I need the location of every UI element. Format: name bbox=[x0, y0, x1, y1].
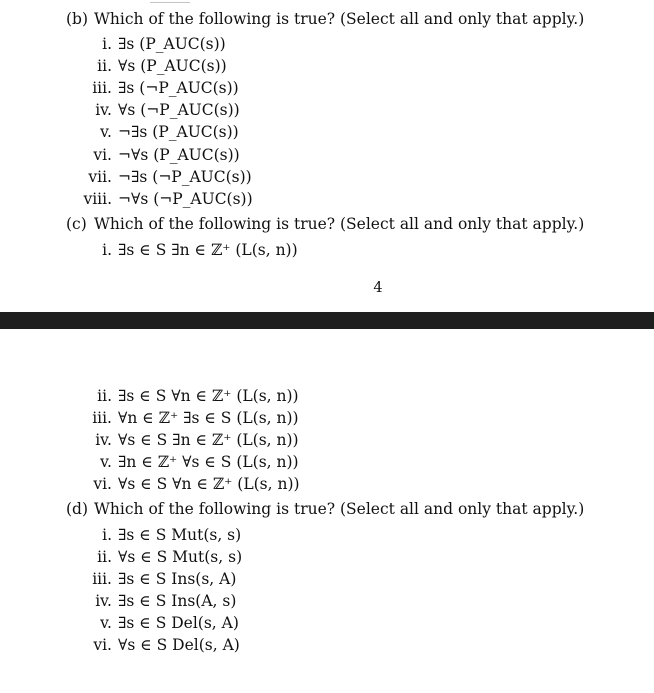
option-expression: ∀s ∈ S Del(s, A) bbox=[118, 636, 240, 654]
option-expression: ∃s ∈ S Mut(s, s) bbox=[118, 526, 242, 544]
question-b-text: Which of the following is true? (Select all and only that apply.) bbox=[94, 10, 585, 28]
option-number: i. bbox=[102, 241, 112, 259]
option-b-3 bbox=[72, 78, 239, 98]
option-number: vi. bbox=[93, 475, 112, 493]
question-d-text: Which of the following is true? (Select all and only that apply.) bbox=[94, 500, 585, 518]
option-number: iv. bbox=[95, 592, 112, 610]
option-expression: ∀s (P_AUC(s)) bbox=[118, 57, 227, 75]
question-b bbox=[66, 9, 584, 29]
question-c-label: (c) bbox=[66, 215, 87, 233]
option-expression: ¬∃s (P_AUC(s)) bbox=[118, 123, 239, 141]
option-c-4 bbox=[72, 430, 299, 450]
option-expression: ∀s ∈ S ∀n ∈ ℤ⁺ (L(s, n)) bbox=[118, 475, 300, 493]
option-number: v. bbox=[100, 614, 112, 632]
option-b-5 bbox=[72, 122, 239, 142]
option-expression: ¬∀s (¬P_AUC(s)) bbox=[118, 190, 253, 208]
option-number: ii. bbox=[97, 387, 112, 405]
question-c-text: Which of the following is true? (Select all and only that apply.) bbox=[94, 215, 585, 233]
question-c bbox=[66, 214, 584, 234]
option-number: iv. bbox=[95, 101, 112, 119]
option-expression: ¬∀s (P_AUC(s)) bbox=[118, 146, 240, 164]
option-number: ii. bbox=[97, 548, 112, 566]
question-d bbox=[66, 499, 584, 519]
page-separator bbox=[0, 312, 654, 329]
option-number: vi. bbox=[93, 636, 112, 654]
option-number: iii. bbox=[92, 409, 112, 427]
option-d-6 bbox=[72, 635, 240, 655]
option-c-6 bbox=[72, 474, 300, 494]
option-b-8 bbox=[72, 189, 253, 209]
option-d-1 bbox=[72, 525, 241, 545]
option-b-2 bbox=[72, 56, 227, 76]
option-expression: ∀s (¬P_AUC(s)) bbox=[118, 101, 240, 119]
page-4-bottom bbox=[0, 0, 654, 312]
option-expression: ∃s (¬P_AUC(s)) bbox=[118, 79, 239, 97]
question-b-label: (b) bbox=[66, 10, 89, 28]
option-c-1 bbox=[72, 240, 298, 260]
option-expression: ∃s (P_AUC(s)) bbox=[118, 35, 226, 53]
option-number: v. bbox=[100, 453, 112, 471]
option-expression: ∃s ∈ S Ins(A, s) bbox=[118, 592, 237, 610]
page-number: 4 bbox=[373, 280, 383, 296]
option-d-5 bbox=[72, 613, 239, 633]
option-c-3 bbox=[72, 408, 299, 428]
option-expression: ∀s ∈ S ∃n ∈ ℤ⁺ (L(s, n)) bbox=[118, 431, 299, 449]
option-number: ii. bbox=[97, 57, 112, 75]
option-expression: ¬∃s (¬P_AUC(s)) bbox=[118, 168, 252, 186]
option-c-2 bbox=[72, 386, 299, 406]
option-number: vi. bbox=[93, 146, 112, 164]
question-d-label: (d) bbox=[66, 500, 89, 518]
option-number: v. bbox=[100, 123, 112, 141]
option-expression: ∃s ∈ S ∃n ∈ ℤ⁺ (L(s, n)) bbox=[118, 241, 298, 259]
option-c-5 bbox=[72, 452, 299, 472]
option-expression: ∃s ∈ S ∀n ∈ ℤ⁺ (L(s, n)) bbox=[118, 387, 299, 405]
option-b-6 bbox=[72, 145, 240, 165]
option-expression: ∀n ∈ ℤ⁺ ∃s ∈ S (L(s, n)) bbox=[118, 409, 299, 427]
clipped-previous-line bbox=[150, 0, 190, 3]
option-expression: ∃s ∈ S Del(s, A) bbox=[118, 614, 239, 632]
option-number: viii. bbox=[83, 190, 112, 208]
option-number: iii. bbox=[92, 79, 112, 97]
option-d-4 bbox=[72, 591, 236, 611]
option-b-4 bbox=[72, 100, 240, 120]
option-number: iv. bbox=[95, 431, 112, 449]
option-d-3 bbox=[72, 569, 236, 589]
option-d-2 bbox=[72, 547, 242, 567]
option-number: i. bbox=[102, 526, 112, 544]
option-expression: ∀s ∈ S Mut(s, s) bbox=[118, 548, 243, 566]
option-b-1 bbox=[72, 34, 226, 54]
option-b-7 bbox=[72, 167, 252, 187]
option-expression: ∃s ∈ S Ins(s, A) bbox=[118, 570, 237, 588]
option-expression: ∃n ∈ ℤ⁺ ∀s ∈ S (L(s, n)) bbox=[118, 453, 299, 471]
option-number: i. bbox=[102, 35, 112, 53]
page-5-top bbox=[0, 329, 654, 693]
option-number: iii. bbox=[92, 570, 112, 588]
option-number: vii. bbox=[88, 168, 112, 186]
